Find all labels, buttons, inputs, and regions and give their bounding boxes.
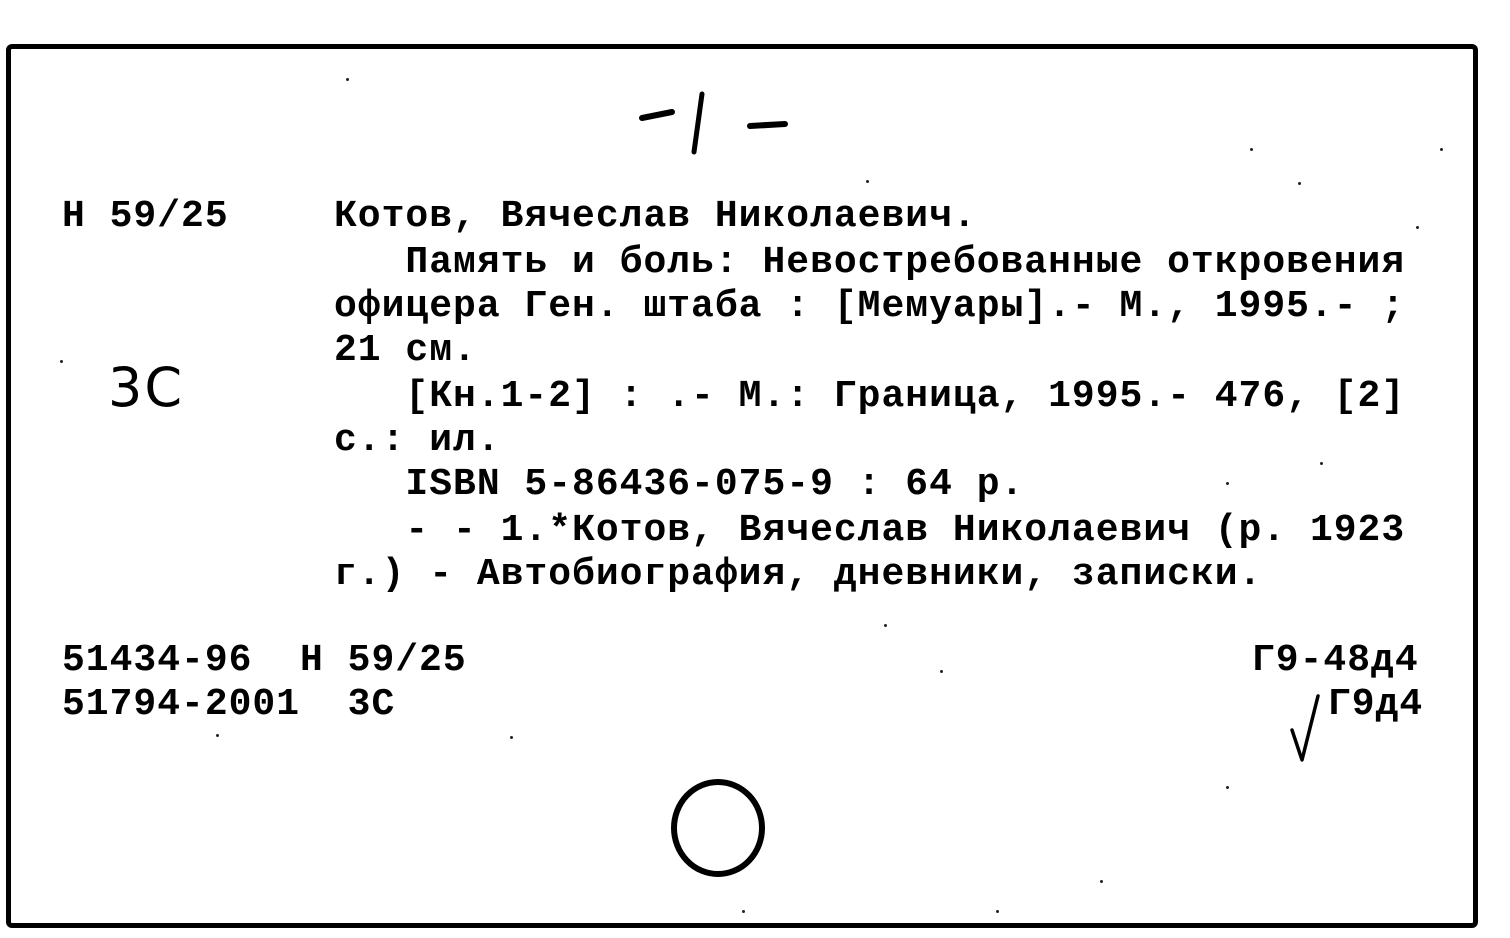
speck [742,910,745,913]
bib-line-3: офицера Ген. штаба : [Мемуары].- М., 1995.- ; [334,285,1406,328]
speck [866,180,869,183]
speck [1416,226,1419,229]
classification-line-2: Г9д4 [1328,683,1424,726]
inventory-line-2: 51794-2001 3С [62,683,396,726]
speck [1100,880,1103,883]
handwritten-code: 3C [108,356,185,419]
speck [346,78,349,81]
speck [1440,148,1443,151]
speck [1226,482,1229,485]
speck [60,360,63,363]
inventory-line-1: 51434-96 Н 59/25 [62,639,467,682]
bib-line-1: Котов, Вячеслав Николаевич. [334,195,977,238]
bib-line-9: г.) - Автобиография, дневники, записки. [334,553,1263,596]
speck [1298,182,1301,185]
speck [940,670,943,673]
speck [510,736,513,739]
bib-line-4: 21 см. [334,329,477,372]
speck [1320,462,1323,465]
bib-line-7: ISBN 5-86436-075-9 : 64 р. [334,463,1025,506]
speck [1226,786,1229,789]
call-number: Н 59/25 [62,195,229,238]
speck [216,734,219,737]
bib-line-8: - - 1.*Котов, Вячеслав Николаевич (р. 1923 [334,509,1406,552]
bib-line-2: Память и боль: Невостребованные откровения [334,241,1406,284]
speck [996,910,999,913]
page-mark-handwritten [630,80,800,170]
card-hole-icon [662,768,782,888]
speck [884,624,887,627]
bib-line-6: с.: ил. [334,419,501,462]
check-mark-icon [1284,690,1324,770]
speck [1250,148,1253,151]
classification-line-1: Г9-48д4 [1252,639,1419,682]
bib-line-5: [Кн.1-2] : .- М.: Граница, 1995.- 476, [2] [334,375,1406,418]
